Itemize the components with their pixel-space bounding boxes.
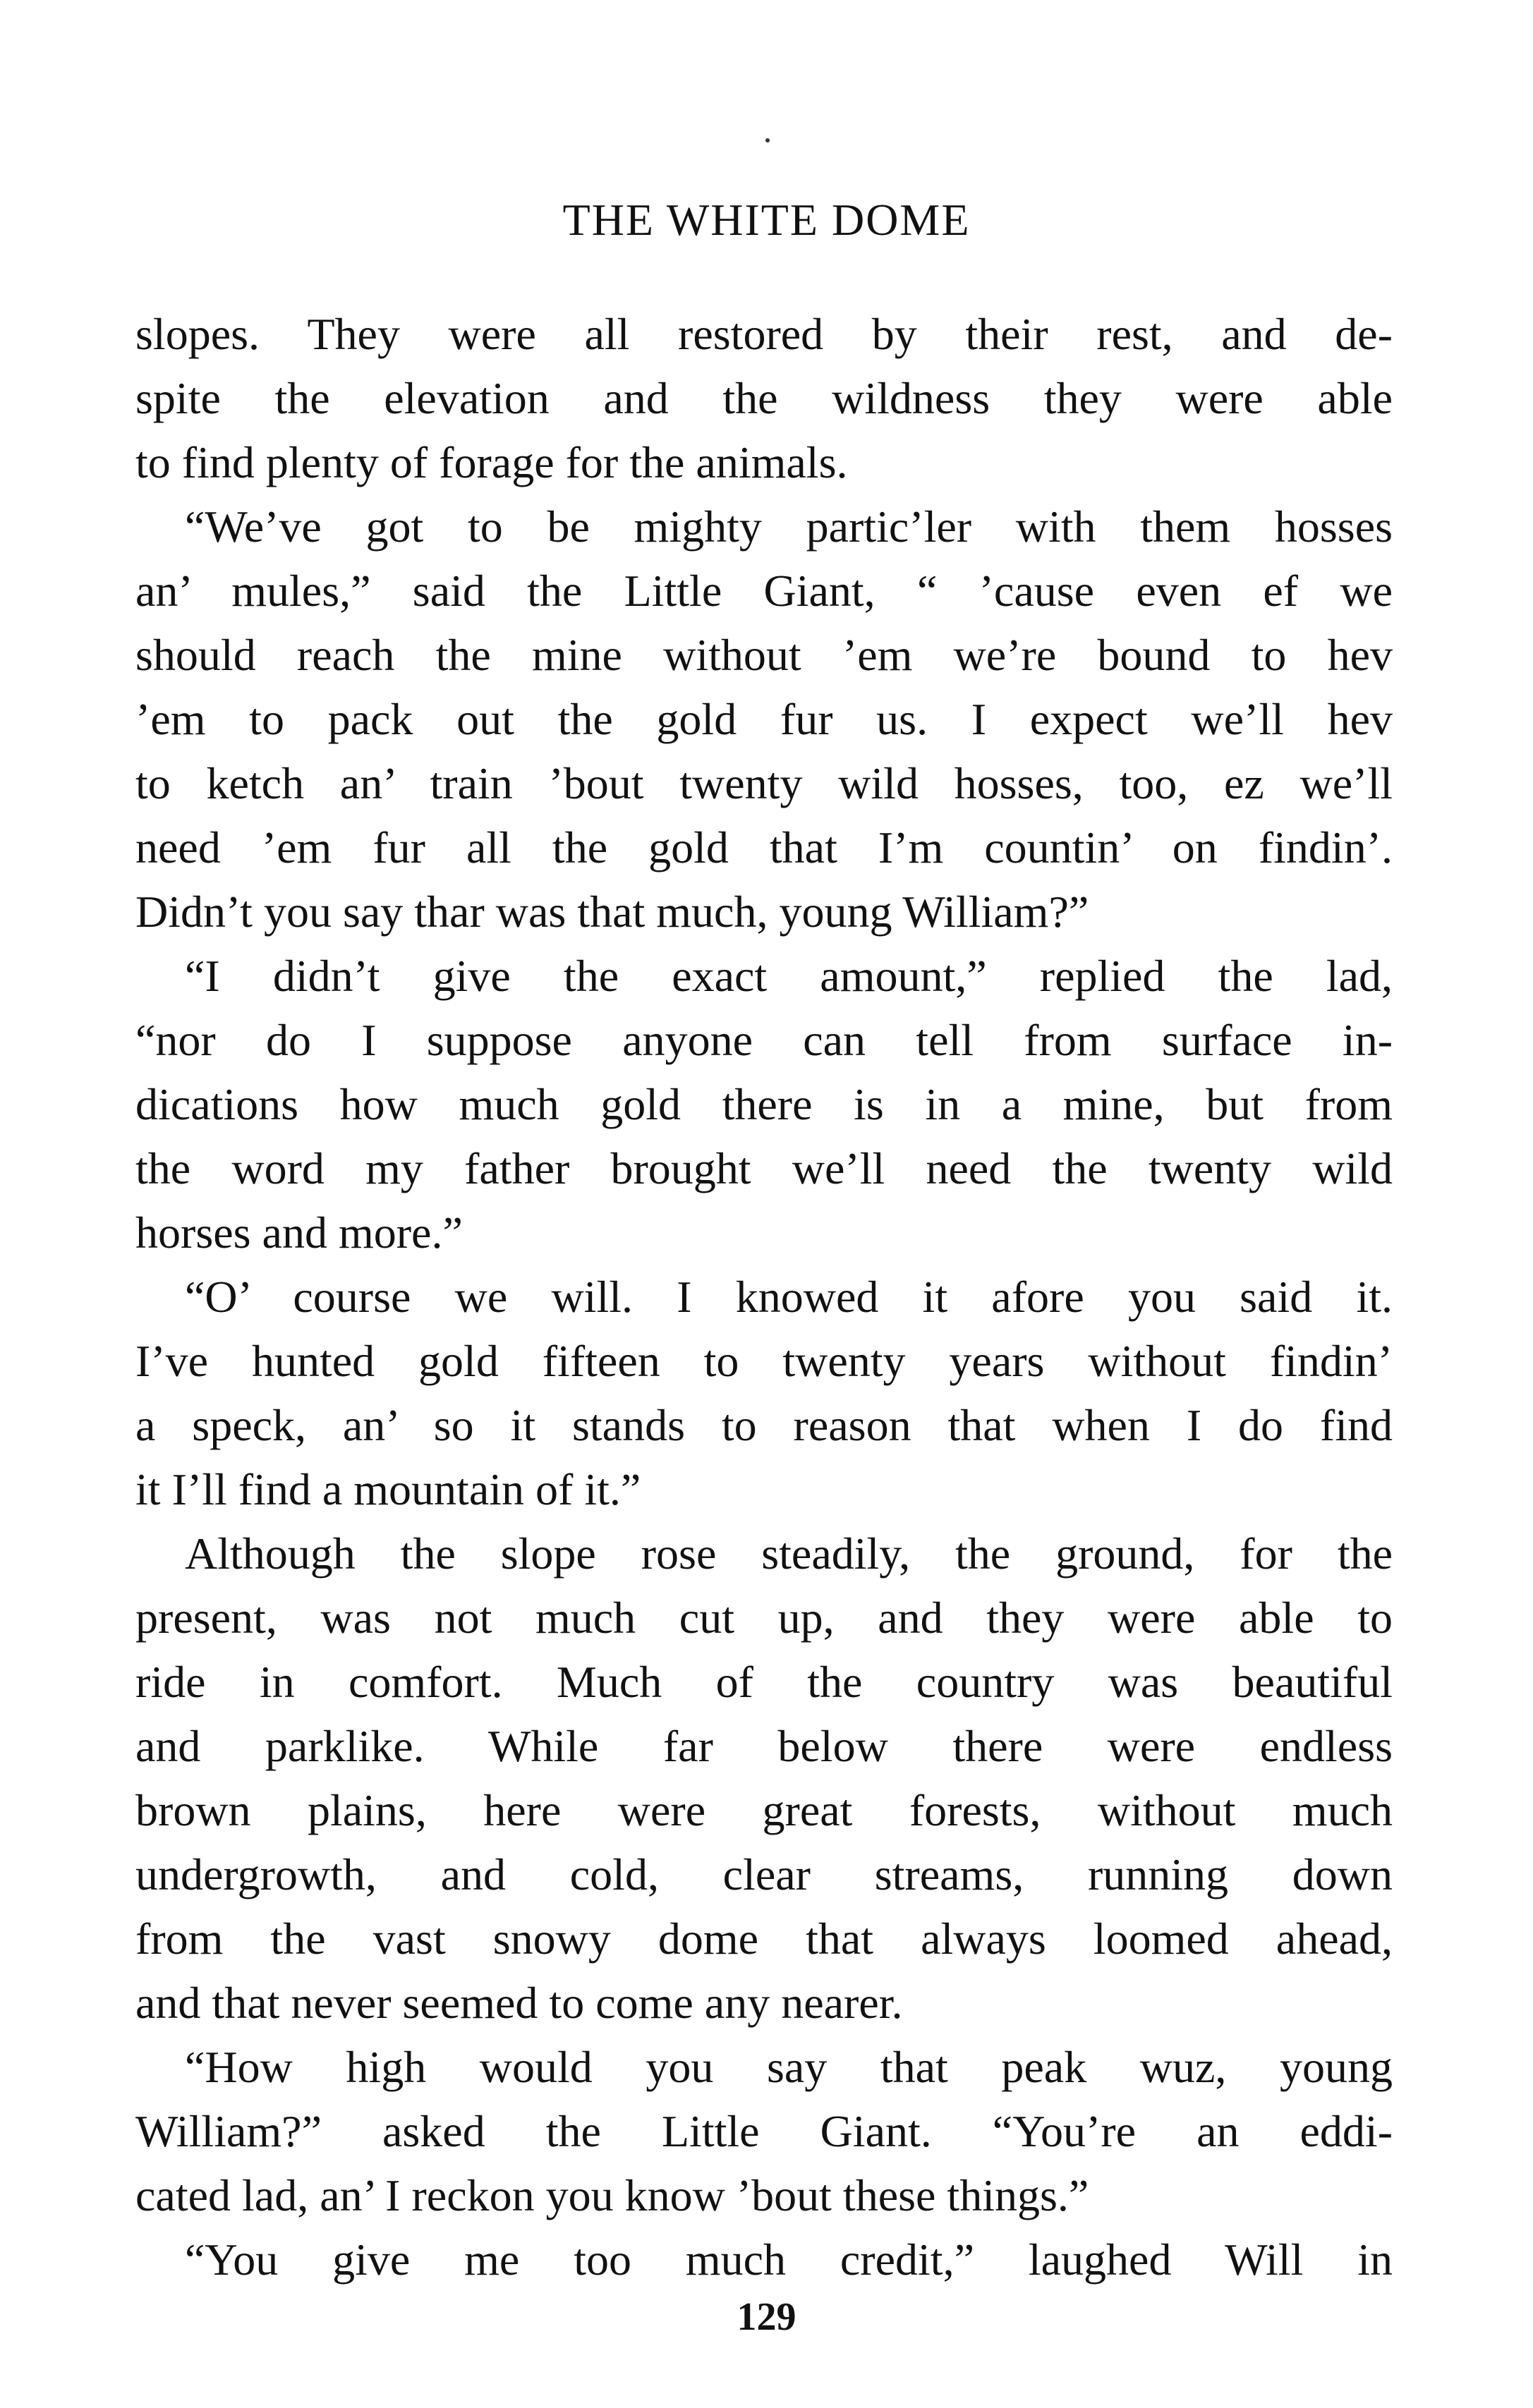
text-line: from the vast snowy dome that always loomed ahead,	[135, 1914, 1393, 1964]
text-line: cated lad, an’ I reckon you know ’bout these things.”	[135, 2170, 1089, 2220]
text-line: need ’em fur all the gold that I’m countin’ on findin’.	[135, 822, 1393, 872]
text-line: “O’ course we will. I knowed it afore you said it.	[185, 1272, 1393, 1322]
text-line: Although the slope rose steadily, the ground, for the	[185, 1528, 1393, 1579]
text-line: “How high would you say that peak wuz, young	[185, 2042, 1393, 2092]
text-line: to ketch an’ train ’bout twenty wild hosses, too, ez we’ll	[135, 758, 1393, 808]
text-line: brown plains, here were great forests, without much	[135, 1785, 1393, 1835]
text-line: present, was not much cut up, and they were able to	[135, 1593, 1393, 1643]
text-line: horses and more.”	[135, 1208, 463, 1258]
text-line: it I’ll find a mountain of it.”	[135, 1464, 641, 1514]
text-line: dications how much gold there is in a mine, but from	[135, 1079, 1393, 1129]
text-line: and that never seemed to come any nearer.	[135, 1978, 903, 2028]
text-line: William?” asked the Little Giant. “You’re an eddi-	[135, 2106, 1393, 2156]
text-line: to find plenty of forage for the animals.	[135, 437, 848, 487]
body-text	[135, 302, 1393, 2292]
text-line: I’ve hunted gold fifteen to twenty years without findin’	[135, 1336, 1393, 1386]
text-line: should reach the mine without ’em we’re bound to hev	[135, 630, 1393, 680]
text-line: ride in comfort. Much of the country was beautiful	[135, 1657, 1393, 1707]
text-line: slopes. They were all restored by their rest, and de-	[135, 309, 1393, 359]
text-line: “We’ve got to be mighty partic’ler with them hosses	[185, 501, 1393, 552]
text-line: a speck, an’ so it stands to reason that when I do find	[135, 1400, 1393, 1450]
text-line: an’ mules,” said the Little Giant, “ ’cause even ef we	[135, 566, 1393, 616]
text-line: “I didn’t give the exact amount,” replied the lad,	[185, 951, 1393, 1001]
running-head: THE WHITE DOME	[562, 195, 971, 245]
text-line: the word my father brought we’ll need the twenty wild	[135, 1143, 1393, 1193]
text-line: Didn’t you say thar was that much, young William?”	[135, 887, 1089, 937]
text-line: spite the elevation and the wildness they were able	[135, 373, 1393, 423]
text-line: ’em to pack out the gold fur us. I expect we’ll hev	[135, 694, 1393, 744]
print-speck	[765, 138, 770, 142]
text-line: “You give me too much credit,” laughed Will in	[185, 2234, 1393, 2285]
page-number: 129	[737, 2295, 796, 2339]
text-line: and parklike. While far below there were endless	[135, 1721, 1393, 1771]
text-line: undergrowth, and cold, clear streams, running down	[135, 1849, 1393, 1899]
text-line: “nor do I suppose anyone can tell from surface in-	[135, 1015, 1393, 1065]
